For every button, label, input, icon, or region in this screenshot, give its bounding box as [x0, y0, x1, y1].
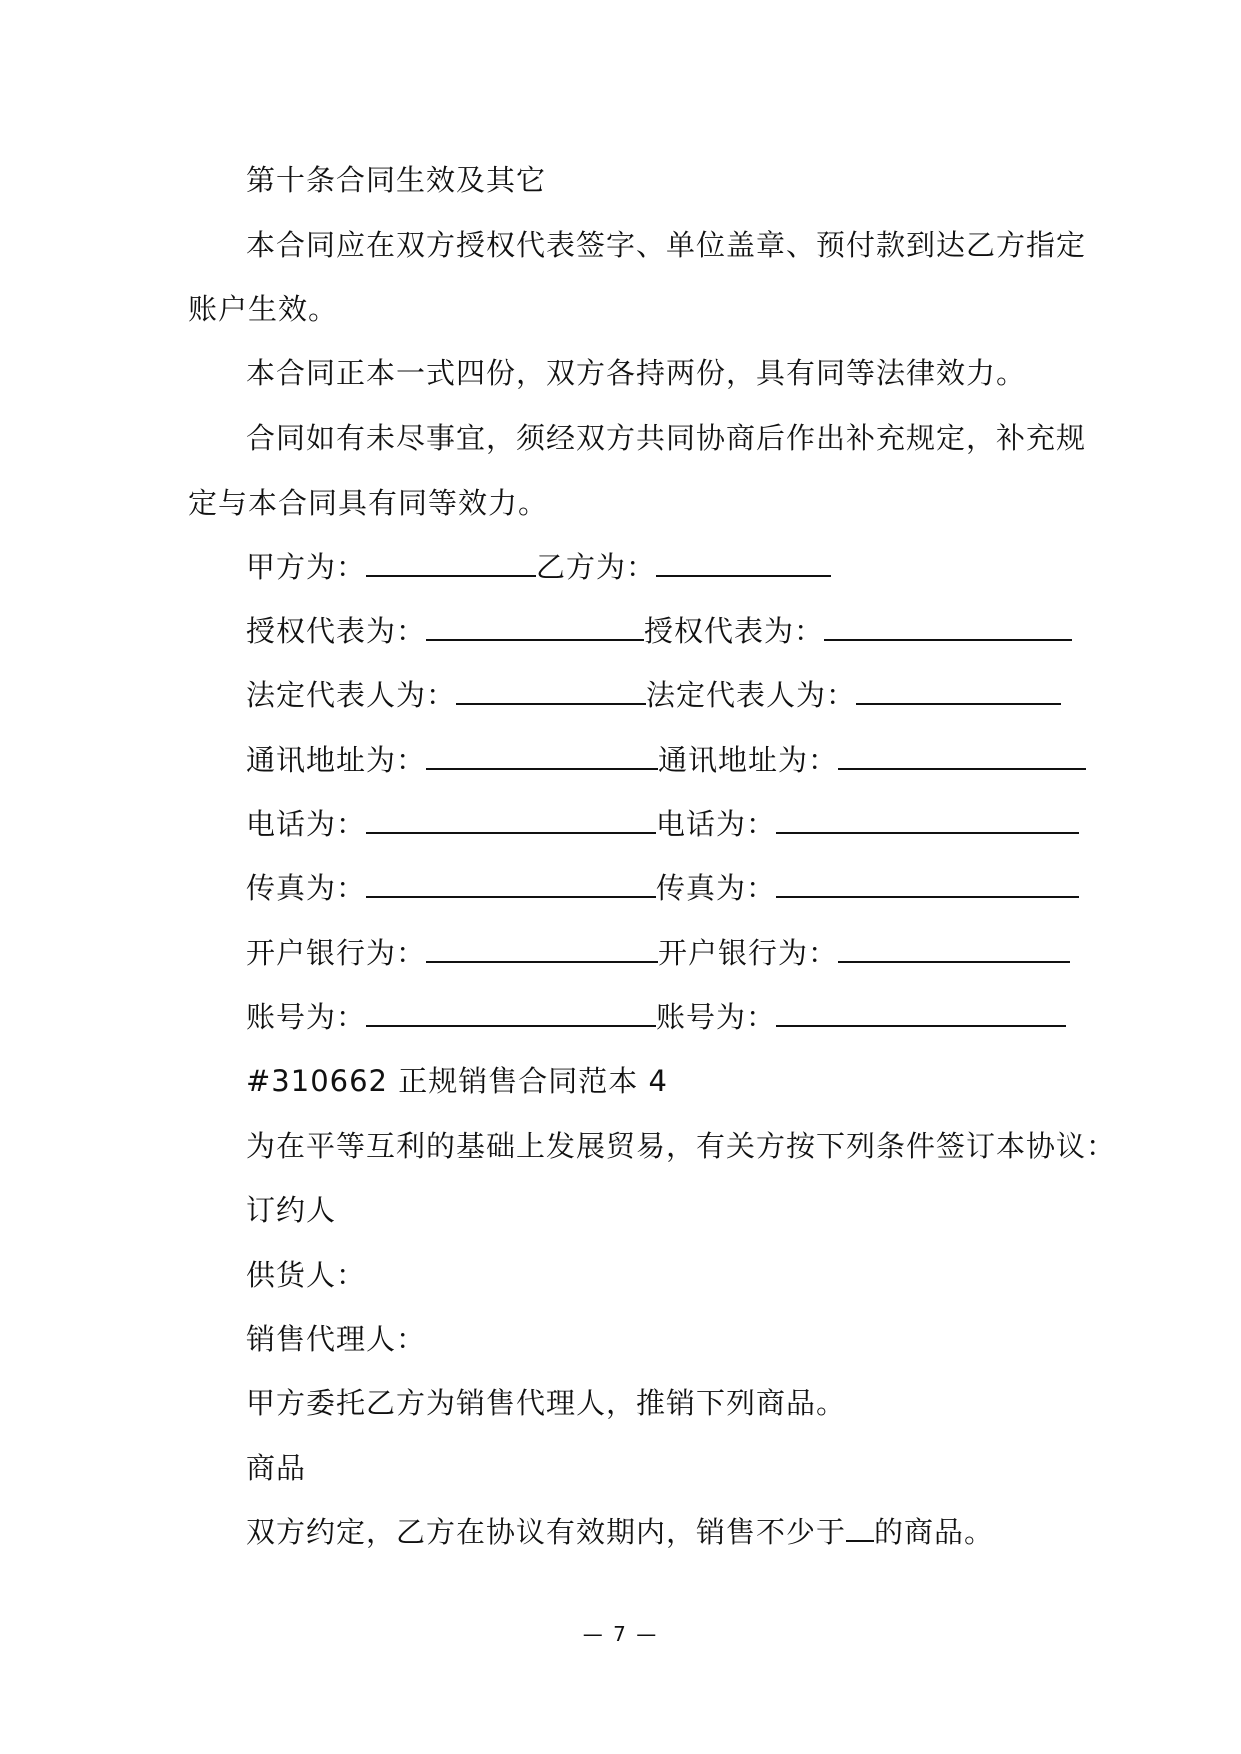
field-label-party-a: 甲方为：: [246, 550, 367, 584]
field-label-bank-b: 开户银行为：: [658, 936, 839, 970]
blank-bank-a[interactable]: [426, 935, 658, 963]
field-row-legal-rep: [246, 675, 1061, 715]
field-label-fax-a: 传真为：: [246, 871, 367, 905]
paragraph-effect-line1: 本合同应在双方授权代表签字、单位盖章、预付款到达乙方指定: [246, 228, 1087, 262]
field-label-authorized-rep-b: 授权代表为：: [644, 614, 825, 648]
page-number: — 7 —: [582, 1622, 659, 1646]
field-row-party: [246, 547, 831, 587]
sample-heading: #310662 正规销售合同范本 4: [246, 1064, 668, 1098]
paragraph-copies: 本合同正本一式四份，双方各持两份，具有同等法律效力。: [246, 356, 1027, 390]
blank-party-b[interactable]: [656, 549, 831, 577]
blank-account-b[interactable]: [776, 999, 1066, 1027]
field-label-legal-rep-a: 法定代表人为：: [246, 678, 457, 712]
blank-legal-rep-b[interactable]: [856, 677, 1061, 705]
blank-address-b[interactable]: [838, 742, 1086, 770]
blank-phone-b[interactable]: [776, 806, 1079, 834]
blank-min-sales[interactable]: [846, 1514, 874, 1542]
paragraph-supplement-line1: 合同如有未尽事宜，须经双方共同协商后作出补充规定，补充规: [246, 421, 1087, 455]
goods-heading: 商品: [246, 1451, 307, 1485]
blank-fax-a[interactable]: [366, 870, 656, 898]
field-label-phone-b: 电话为：: [656, 807, 777, 841]
party-agent: 销售代理人：: [246, 1322, 427, 1356]
blank-fax-b[interactable]: [776, 870, 1079, 898]
field-label-bank-a: 开户银行为：: [246, 936, 427, 970]
agreement-text-after: 的商品。: [874, 1515, 995, 1549]
field-row-address: [246, 740, 1086, 780]
blank-account-a[interactable]: [366, 999, 656, 1027]
blank-authorized-rep-a[interactable]: [426, 613, 644, 641]
party-contractor: 订约人: [246, 1193, 337, 1227]
field-row-account: [246, 997, 1066, 1037]
field-label-authorized-rep-a: 授权代表为：: [246, 614, 427, 648]
entrust-paragraph: 甲方委托乙方为销售代理人，推销下列商品。: [246, 1386, 847, 1420]
field-row-fax: [246, 868, 1079, 908]
field-row-authorized-rep: [246, 611, 1072, 651]
blank-bank-b[interactable]: [838, 935, 1070, 963]
section-title: 第十条合同生效及其它: [246, 163, 547, 197]
paragraph-effect-line2: 账户生效。: [188, 292, 339, 326]
field-label-legal-rep-b: 法定代表人为：: [646, 678, 857, 712]
field-label-address-b: 通讯地址为：: [658, 743, 839, 777]
agreement-text-before: 双方约定，乙方在协议有效期内，销售不少于: [246, 1515, 847, 1549]
intro-paragraph: 为在平等互利的基础上发展贸易，有关方按下列条件签订本协议：: [246, 1129, 1117, 1163]
field-label-account-b: 账号为：: [656, 1000, 777, 1034]
blank-party-a[interactable]: [366, 549, 536, 577]
field-label-address-a: 通讯地址为：: [246, 743, 427, 777]
field-row-phone: [246, 804, 1079, 844]
field-label-fax-b: 传真为：: [656, 871, 777, 905]
field-row-bank: [246, 933, 1070, 973]
field-label-party-b: 乙方为：: [536, 550, 657, 584]
field-label-phone-a: 电话为：: [246, 807, 367, 841]
party-supplier: 供货人：: [246, 1258, 367, 1292]
blank-phone-a[interactable]: [366, 806, 656, 834]
agreement-paragraph: [246, 1512, 994, 1552]
blank-authorized-rep-b[interactable]: [824, 613, 1072, 641]
blank-legal-rep-a[interactable]: [456, 677, 646, 705]
field-label-account-a: 账号为：: [246, 1000, 367, 1034]
blank-address-a[interactable]: [426, 742, 658, 770]
paragraph-supplement-line2: 定与本合同具有同等效力。: [188, 486, 549, 520]
